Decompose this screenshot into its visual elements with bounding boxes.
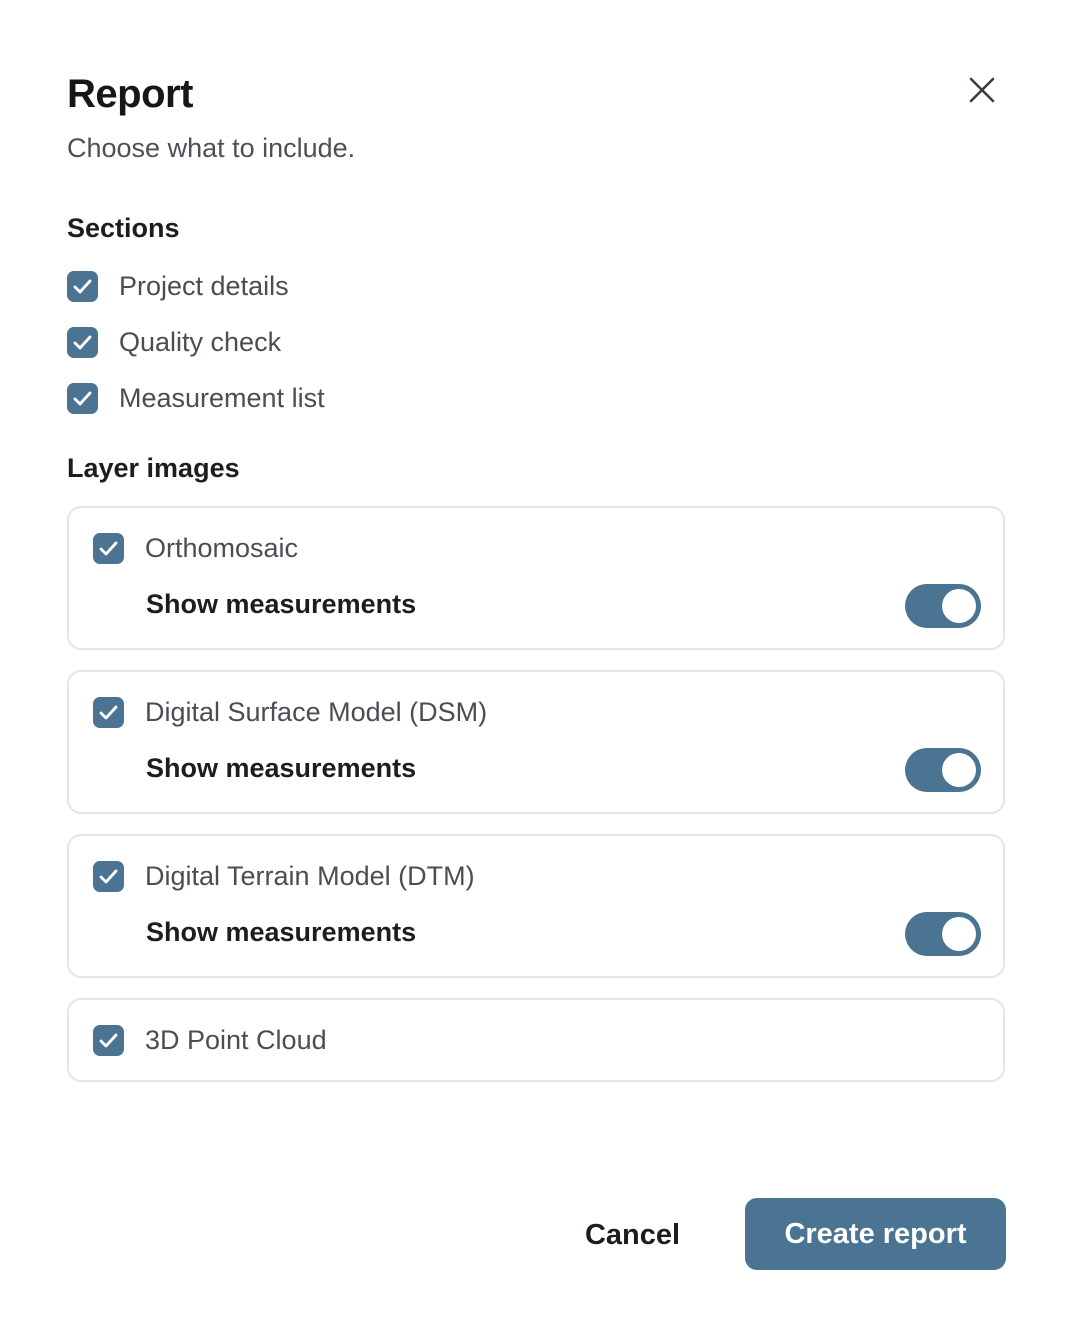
checkbox-project-details[interactable]: [67, 271, 98, 302]
layer-item-label: 3D Point Cloud: [145, 1024, 327, 1055]
checkmark-icon: [99, 705, 118, 720]
layer-images-heading: Layer images: [67, 453, 240, 483]
checkmark-icon: [99, 869, 118, 884]
dialog-title: Report: [67, 72, 193, 116]
layer-card-dtm: [67, 834, 1005, 978]
layer-item-label: Digital Surface Model (DSM): [145, 696, 488, 727]
show-measurements-toggle[interactable]: [905, 584, 981, 628]
show-measurements-toggle[interactable]: [905, 912, 981, 956]
checkmark-icon: [73, 279, 92, 294]
section-item-label: Measurement list: [119, 382, 325, 413]
section-item-label: Project details: [119, 270, 289, 301]
layer-item-dtm[interactable]: [93, 860, 475, 892]
show-measurements-toggle[interactable]: [905, 748, 981, 792]
toggle-knob: [942, 753, 976, 787]
toggle-knob: [942, 917, 976, 951]
checkbox-orthomosaic[interactable]: [93, 533, 124, 564]
layer-card-orthomosaic: [67, 506, 1005, 650]
checkmark-icon: [73, 391, 92, 406]
layer-card-dsm: [67, 670, 1005, 814]
close-button[interactable]: [962, 70, 1002, 110]
section-item-quality-check[interactable]: [67, 326, 281, 358]
section-item-label: Quality check: [119, 326, 282, 357]
layer-item-orthomosaic[interactable]: [93, 532, 298, 564]
checkbox-measurement-list[interactable]: [67, 383, 98, 414]
toggle-knob: [942, 589, 976, 623]
close-icon: [969, 77, 995, 103]
section-item-measurement-list[interactable]: [67, 382, 325, 414]
layer-card-point-cloud: [67, 998, 1005, 1082]
show-measurements-label: Show measurements: [146, 917, 417, 947]
section-item-project-details[interactable]: [67, 270, 289, 302]
sections-heading: Sections: [67, 213, 180, 243]
checkmark-icon: [73, 335, 92, 350]
layer-item-dsm[interactable]: [93, 696, 487, 728]
dialog-subtitle: Choose what to include.: [67, 133, 356, 163]
layer-item-label: Orthomosaic: [145, 532, 299, 563]
layer-item-label: Digital Terrain Model (DTM): [145, 860, 475, 891]
create-report-button[interactable]: Create report: [745, 1198, 1006, 1270]
layer-item-point-cloud[interactable]: [93, 1024, 327, 1056]
checkmark-icon: [99, 1033, 118, 1048]
show-measurements-label: Show measurements: [146, 589, 417, 619]
checkbox-dsm[interactable]: [93, 697, 124, 728]
show-measurements-label: Show measurements: [146, 753, 417, 783]
checkmark-icon: [99, 541, 118, 556]
checkbox-quality-check[interactable]: [67, 327, 98, 358]
cancel-button[interactable]: Cancel: [560, 1200, 705, 1270]
checkbox-point-cloud[interactable]: [93, 1025, 124, 1056]
checkbox-dtm[interactable]: [93, 861, 124, 892]
